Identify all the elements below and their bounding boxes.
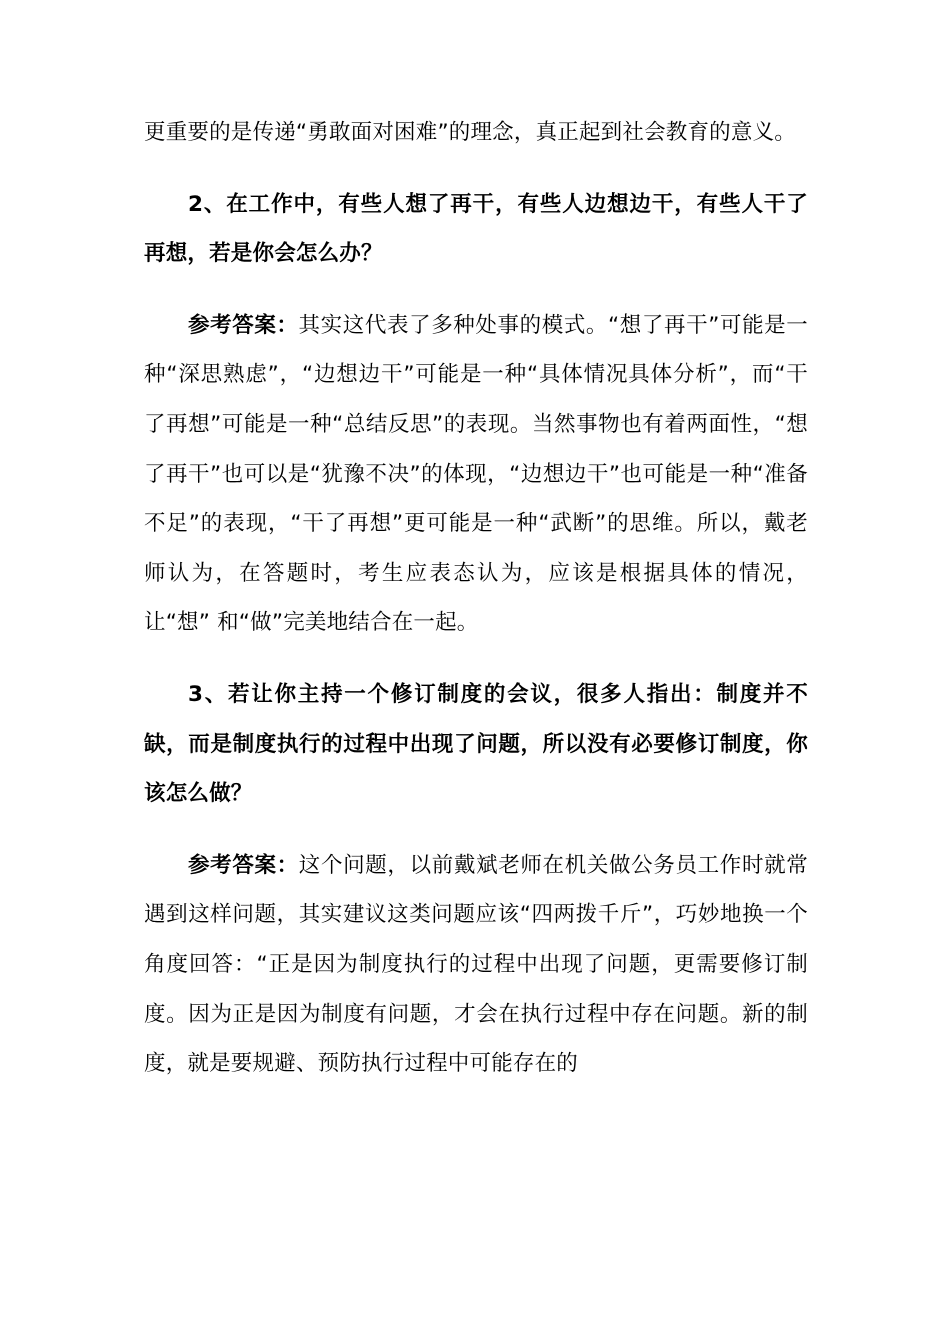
- answer-2-label: 参考答案：: [188, 312, 299, 338]
- question-3: [144, 670, 808, 819]
- answer-2: [144, 301, 808, 648]
- question-3-text: 3、若让你主持一个修订制度的会议，很多人指出：制度并不缺，而是制度执行的过程中出现了问题，所以没有必要修订制度，你该怎么做？: [144, 681, 808, 807]
- answer-2-text: 其实这代表了多种处事的模式。“想了再干”可能是一种“深思熟虑”，“边想边干”可能是一种“具体情况具体分析”，而“干了再想”可能是一种“总结反思”的表现。当然事物也有着两面性，“想了再干”也可以是“犹豫不决”的体现，“边想边干”也可能是一种“准备不足”的表现，“干了再想”更可能是一种“武断”的思维。所以，戴老师认为，在答题时，考生应表态认为，应该是根据具体的情况，让“想” 和“做”完美地结合在一起。: [144, 312, 808, 636]
- paragraph-continuation: [144, 108, 808, 158]
- paragraph-text: 更重要的是传递“勇敢面对困难”的理念，真正起到社会教育的意义。: [144, 120, 796, 145]
- question-2: [144, 180, 808, 279]
- question-2-text: 2、在工作中，有些人想了再干，有些人边想边干，有些人干了再想，若是你会怎么办？: [144, 191, 808, 267]
- answer-3: [144, 841, 808, 1089]
- answer-3-text: 这个问题，以前戴斌老师在机关做公务员工作时就常遇到这样问题，其实建议这类问题应该“四两拨千斤”，巧妙地换一个角度回答：“正是因为制度执行的过程中出现了问题，更需要修订制度。因为正是因为制度有问题，才会在执行过程中存在问题。新的制度，就是要规避、预防执行过程中可能存在的: [144, 852, 808, 1077]
- document-page: [144, 0, 808, 1089]
- answer-3-label: 参考答案：: [188, 852, 299, 878]
